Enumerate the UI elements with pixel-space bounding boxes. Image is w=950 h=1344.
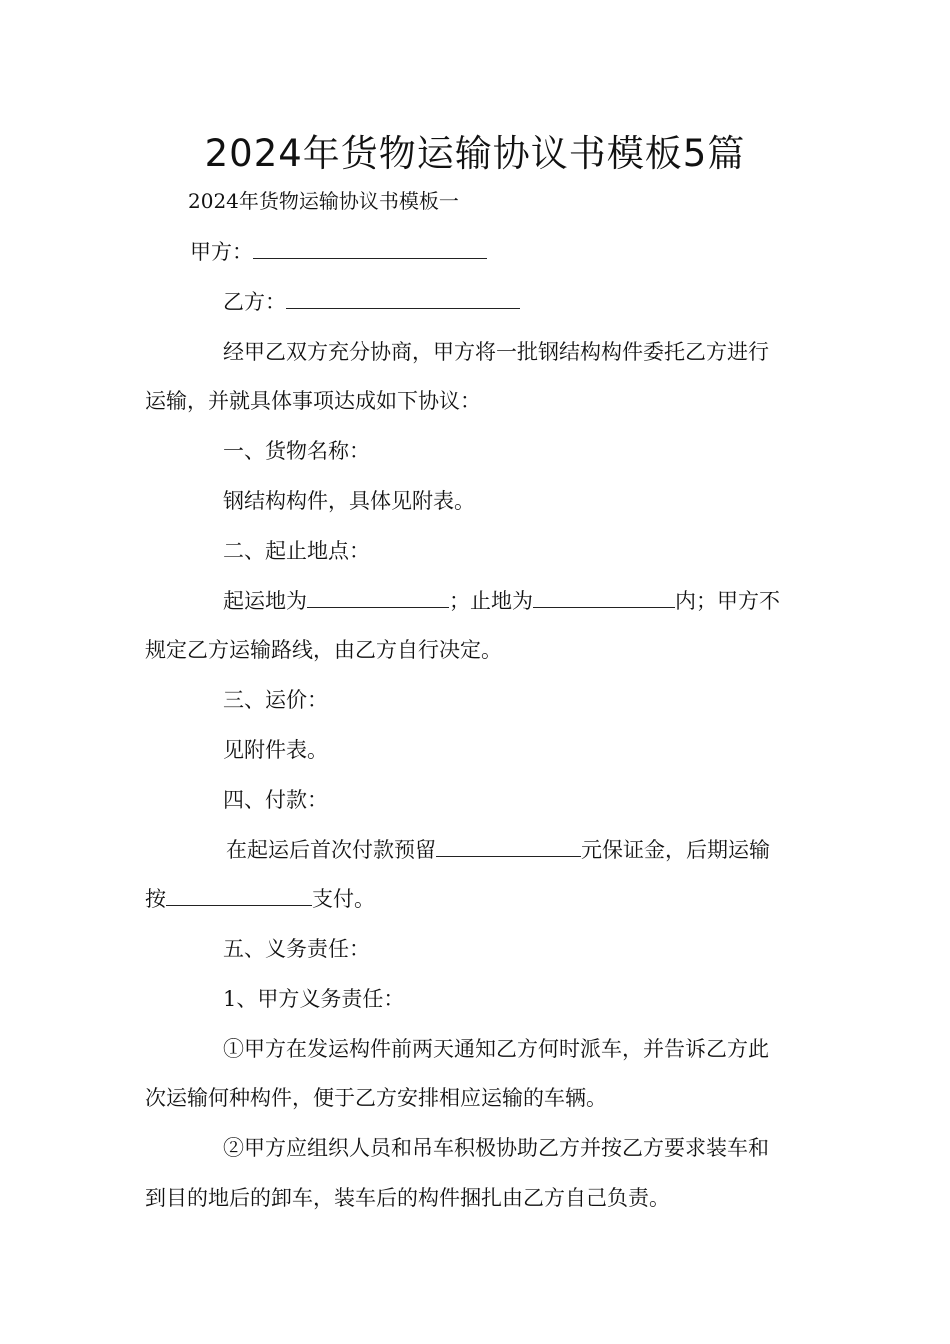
deposit-tail: 元保证金，后期运输 — [581, 838, 770, 862]
payment-tail: 支付。 — [312, 887, 375, 911]
party-b-blank — [286, 286, 520, 309]
party-b-label: 乙方： — [223, 290, 286, 314]
deposit-label: 在起运后首次付款预留 — [226, 838, 436, 862]
clause-2-line-2: 到目的地后的卸车，装车后的构件捆扎由乙方自己负责。 — [145, 1186, 670, 1210]
section-5-heading: 五、义务责任： — [223, 937, 370, 961]
end-place-blank — [533, 585, 675, 608]
party-b-line — [223, 286, 520, 318]
party-a-blank — [253, 236, 487, 259]
section-4-line-2 — [145, 883, 375, 915]
party-a-label: 甲方： — [190, 240, 253, 264]
clause-1-line-2: 次运输何种构件，便于乙方安排相应运输的车辆。 — [145, 1086, 607, 1110]
payment-blank — [166, 883, 312, 906]
section-5-subheading: 1、甲方义务责任： — [223, 987, 405, 1011]
end-place-label: ；止地为 — [449, 589, 533, 613]
intro-line-1: 经甲乙双方充分协商，甲方将一批钢结构构件委托乙方进行 — [223, 340, 769, 364]
section-4-line-1 — [226, 834, 770, 866]
party-a-line — [190, 236, 487, 268]
start-place-blank — [307, 585, 449, 608]
section-3-text: 见附件表。 — [223, 738, 328, 762]
section-1-text: 钢结构构件，具体见附表。 — [223, 489, 475, 513]
document-subtitle: 2024年货物运输协议书模板一 — [188, 189, 459, 213]
section-1-heading: 一、货物名称： — [223, 439, 370, 463]
section-4-heading: 四、付款： — [223, 788, 328, 812]
section-2-tail: 内；甲方不 — [675, 589, 780, 613]
deposit-blank — [436, 834, 581, 857]
clause-1-line-1: ①甲方在发运构件前两天通知乙方何时派车，并告诉乙方此 — [223, 1037, 769, 1061]
section-3-heading: 三、运价： — [223, 688, 328, 712]
section-2-line-1 — [223, 585, 780, 617]
section-2-line-2: 规定乙方运输路线，由乙方自行决定。 — [145, 638, 502, 662]
payment-label: 按 — [145, 887, 166, 911]
clause-2-line-1: ②甲方应组织人员和吊车积极协助乙方并按乙方要求装车和 — [223, 1136, 769, 1160]
intro-line-2: 运输，并就具体事项达成如下协议： — [145, 389, 481, 413]
start-place-label: 起运地为 — [223, 589, 307, 613]
section-2-heading: 二、起止地点： — [223, 539, 370, 563]
document-title: 2024年货物运输协议书模板5篇 — [204, 132, 746, 175]
